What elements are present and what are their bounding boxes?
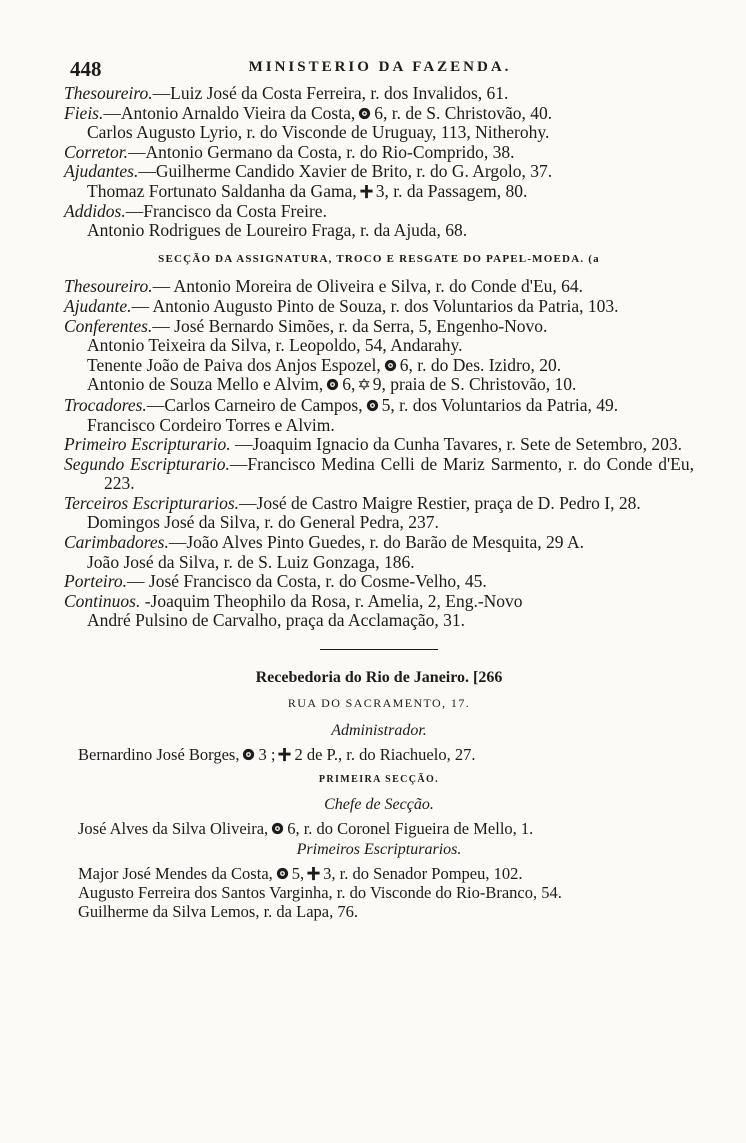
role-heading: Primeiros Escripturarios. [296,841,462,858]
role-label: Conferentes. [64,315,153,336]
entry-continuation: Antonio Teixeira da Silva, r. Leopoldo, 54, Andarahy. [87,335,463,356]
entry-text: — José Bernardo Simões, r. da Serra, 5, Engenho-Novo. [152,315,548,336]
section-divider [320,649,438,650]
section-title: SECÇÃO DA ASSIGNATURA, TROCO E RESGATE DO PAPEL-MOEDA. (a [158,252,600,265]
page-number: 448 [70,57,102,81]
entry-continuation: Francisco Cordeiro Torres e Alvim. [87,414,335,435]
entry-administrador [64,745,694,764]
star-order-icon: ✡ [357,377,371,395]
role-label: Corretor. [64,141,129,162]
role-label: Trocadores. [64,394,147,415]
entry-ajudantes [64,162,694,182]
entry-thesoureiro [64,277,694,297]
entry-primeiro-3: Guilherme da Silva Lemos, r. da Lapa, 76. [78,901,358,921]
entry-text: —Antonio Germano da Costa, r. do Rio-Comprido, 38. [128,141,515,162]
entry-text: 6, r. do Des. Izidro, 20. [399,354,562,375]
entry-text: Tenente João de Paiva dos Anjos Espozel, [87,354,381,375]
entry-text: — Antonio Augusto Pinto de Souza, r. dos Voluntarios da Patria, 103. [131,295,619,316]
entry-text: 6, [342,374,356,395]
running-title: MINISTERIO DA FAZENDA. [248,59,512,75]
role-label: Thesoureiro. [64,83,153,103]
entry-text: 9, praia de S. Christovão, 10. [372,374,577,395]
entry-text: 6, r. do Coronel Figueira de Mello, 1. [287,819,534,838]
entry-corretor [64,143,694,163]
entry-text: Thomaz Fortunato Saldanha da Gama, [87,180,357,201]
entry-text: —João Alves Pinto Guedes, r. do Barão de Mesquita, 29 A. [168,532,584,553]
entry-conferentes [64,317,694,337]
entry-text: -Joaquim Theophilo da Rosa, r. Amelia, 2, Eng.-Novo [140,590,523,611]
entry-text: Major José Mendes da Costa, [78,863,273,883]
role-heading: Administrador. [331,722,427,740]
entry-text: Bernardino José Borges, [78,744,240,764]
entry-continuation: Carlos Augusto Lyrio, r. do Visconde de Uruguay, 113, Nitherohy. [87,122,550,143]
entry-text: 6, r. de S. Christovão, 40. [374,102,553,123]
entry-text: 5, [291,863,305,883]
role-label: Ajudantes. [64,161,139,182]
entry-continuation [64,182,694,202]
entry-trocadores [64,396,694,416]
entry-continuation: André Pulsino de Carvalho, praça da Acclamação, 31. [87,610,466,631]
entry-segundo-escripturario [64,455,694,494]
order-of-rose-icon [275,866,290,881]
entry-terceiros-escripturarios [64,494,694,514]
order-of-christ-icon [359,184,374,199]
entry-text: —Guilherme Candido Xavier de Brito, r. do G. Argolo, 37. [138,161,553,182]
entry-text: — José Francisco da Costa, r. do Cosme-Velho, 45. [127,571,487,592]
entry-thesoureiro [64,84,694,104]
entry-continuation: Domingos José da Silva, r. do General Pedra, 237. [87,512,439,533]
order-of-rose-icon [383,358,398,373]
entry-text: — Antonio Moreira de Oliveira e Silva, r. do Conde d'Eu, 64. [152,276,584,297]
entry-text: —Francisco Medina Celli de Mariz Sarmento, r. do Conde d'Eu, 223. [104,453,694,494]
role-heading: Chefe de Secção. [324,796,434,814]
order-of-rose-icon [357,106,372,121]
entry-primeiro-1 [64,864,694,883]
role-label: Continuos. [64,590,141,611]
entry-text: —Carlos Carneiro de Campos, [146,394,363,415]
body-text [64,84,694,921]
order-of-rose-icon [241,747,256,762]
subsection-title: Recebedoria do Rio de Janeiro. [266 [255,669,503,687]
role-label: Carimbadores. [64,532,169,553]
role-label: Primeiro Escripturario. [64,434,231,455]
page-header [70,57,690,83]
entry-text: —Luiz José da Costa Ferreira, r. dos Invalidos, 61. [152,83,509,103]
order-of-christ-icon [306,866,321,881]
order-of-rose-icon [270,821,285,836]
role-label: Addidos. [64,200,126,221]
order-of-christ-icon [277,747,292,762]
entry-continuation: João José da Silva, r. de S. Luiz Gonzaga, 186. [87,551,415,572]
entry-text: —José de Castro Maigre Restier, praça de D. Pedro I, 28. [239,492,641,513]
entry-text: —Antonio Arnaldo Vieira da Costa, [103,102,356,123]
entry-primeiro-2: Augusto Ferreira dos Santos Varginha, r. do Visconde do Rio-Branco, 54. [78,882,562,902]
order-of-rose-icon [365,398,380,413]
street-address: RUA DO SACRAMENTO, 17. [287,695,471,710]
entry-fieis [64,104,694,124]
entry-chefe [64,819,694,838]
entry-continuos [64,592,694,612]
role-label: Fieis. [64,102,104,123]
entry-text: 3, r. do Senador Pompeu, 102. [323,863,523,883]
entry-text: Antonio de Souza Mello e Alvim, [87,374,324,395]
entry-text: 3, r. da Passagem, 80. [375,180,528,201]
entry-addidos [64,202,694,222]
entry-text: 5, r. dos Voluntarios da Patria, 49. [381,394,619,415]
entry-ajudante [64,297,694,317]
entry-continuation [64,375,694,396]
section-label: PRIMEIRA SECÇÃO. [318,773,440,785]
entry-continuation [64,356,694,376]
role-label: Segundo Escripturario. [64,453,230,474]
role-label: Terceiros Escripturarios. [64,492,240,513]
entry-text: —Joaquim Ignacio da Cunha Tavares, r. Sete de Setembro, 203. [230,434,682,455]
entry-text: 3 ; [258,744,276,764]
entry-carimbadores [64,533,694,553]
entry-text: —Francisco da Costa Freire. [125,200,327,221]
role-label: Porteiro. [64,571,128,592]
entry-continuation: Antonio Rodrigues de Loureiro Fraga, r. da Ajuda, 68. [87,220,468,241]
role-label: Ajudante. [64,295,132,316]
entry-text: 2 de P., r. do Riachuelo, 27. [294,744,476,764]
entry-porteiro [64,572,694,592]
role-label: Thesoureiro. [64,276,153,297]
entry-text: José Alves da Silva Oliveira, [78,819,269,838]
order-of-rose-icon [325,377,340,392]
entry-primeiro-escripturario [64,435,694,455]
